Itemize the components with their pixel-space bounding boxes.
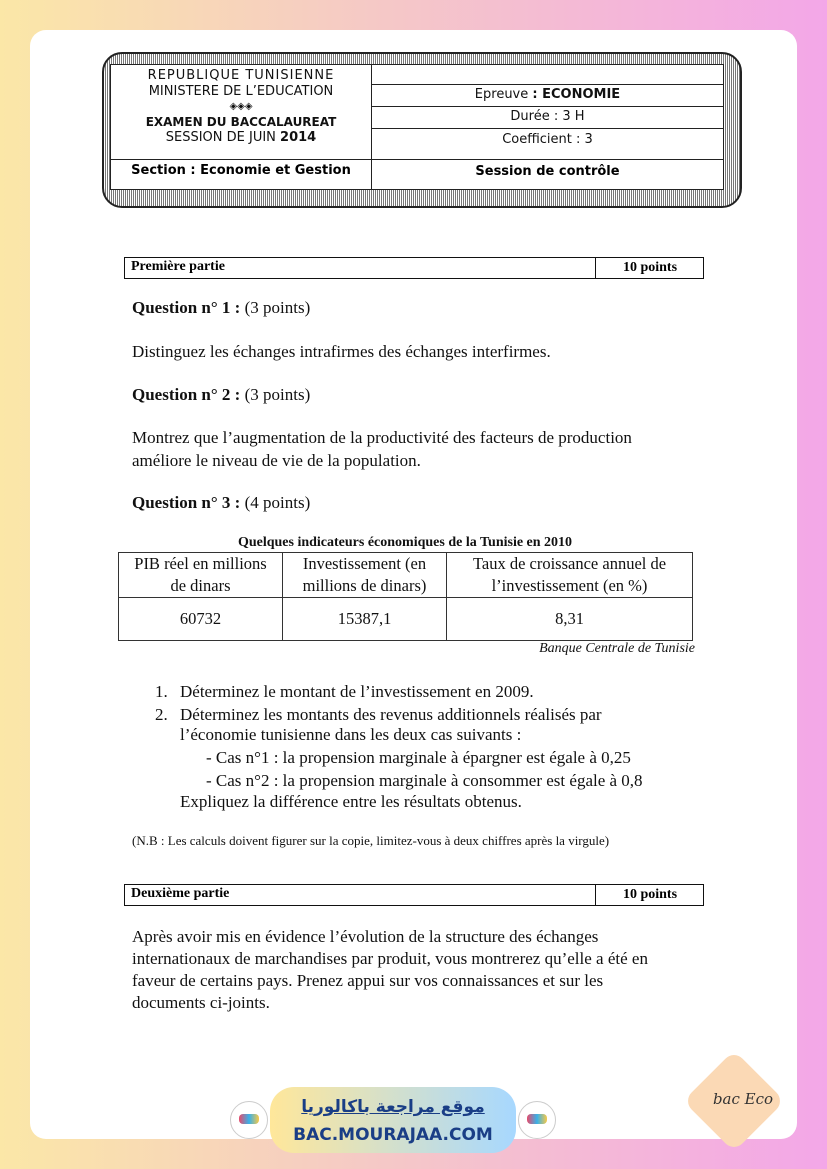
header-taux-line2: l’investissement (en %) [491, 576, 648, 595]
epreuve-value: : ECONOMIE [532, 87, 621, 102]
question-1-heading [132, 296, 310, 319]
part1-bar [124, 257, 704, 279]
header-box [110, 64, 724, 190]
question-2-line2: améliore le niveau de vie de la population. [132, 451, 421, 470]
q3-points: (4 points) [240, 493, 311, 512]
header-inv-line1: Investissement (en [302, 554, 427, 573]
part2-bar [124, 884, 704, 906]
q2-label: Question n° 2 : [132, 385, 241, 404]
site-badge[interactable] [270, 1087, 516, 1153]
part2-title: Deuxième partie [131, 886, 230, 901]
task-2-line1: Déterminez les montants des revenus additionnels réalisés par [180, 705, 602, 724]
session-type-label: Session de contrôle [475, 164, 620, 179]
header-pib [119, 553, 283, 598]
explain-line: Expliquez la différence entre les résultats obtenus. [180, 792, 522, 811]
q3-label: Question n° 3 : [132, 493, 241, 512]
site-url[interactable]: BAC.MOURAJAA.COM [293, 1125, 493, 1145]
value-investissement: 15387,1 [283, 598, 447, 641]
table-source: Banque Centrale de Tunisie [539, 641, 695, 656]
part2-line4: documents ci-joints. [132, 993, 270, 1012]
decoration-ornament: ◈◈◈ [229, 101, 253, 112]
task-1-number: 1. [155, 682, 168, 701]
header-institution [111, 65, 372, 159]
part1-points: 10 points [595, 258, 704, 278]
q2-points: (3 points) [240, 385, 311, 404]
header-bottom-row [111, 159, 723, 190]
question-2-line1: Montrez que l’augmentation de la productivité des facteurs de production [132, 428, 632, 447]
header-investissement [283, 553, 447, 598]
table-header-row [119, 553, 693, 598]
q1-label: Question n° 1 : [132, 298, 241, 317]
table-row [119, 598, 693, 641]
republic-label: REPUBLIQUE TUNISIENNE [147, 68, 335, 83]
bac-eco-label: bac Eco [712, 1090, 774, 1108]
task-2-number: 2. [155, 705, 168, 724]
exam-label: EXAMEN DU BACCALAUREAT [145, 115, 337, 129]
header-pib-line1: PIB réel en millions [134, 554, 267, 573]
site-arabic-name: موقع مراجعة باكالوريا [301, 1097, 485, 1117]
question-3-heading [132, 491, 310, 514]
header-exam-info [372, 65, 723, 159]
epreuve-label: Epreuve [474, 87, 533, 102]
part2-line2: internationaux de marchandises par produit, vous montrerez qu’elle a été en [132, 949, 648, 968]
task-2-line2: l’économie tunisienne dans les deux cas suivants : [180, 725, 522, 744]
site-logo-icon-right [518, 1101, 556, 1139]
duree-cell: Durée : 3 H [372, 106, 723, 127]
session-prefix: SESSION DE JUIN [165, 130, 281, 145]
ministry-label: MINISTERE DE L’EDUCATION [148, 84, 334, 99]
header-taux [447, 553, 693, 598]
task-1-text: Déterminez le montant de l’investissement en 2009. [180, 682, 534, 701]
question-2-heading [132, 383, 310, 406]
value-taux: 8,31 [447, 598, 693, 641]
part2-line3: faveur de certains pays. Prenez appui sur vos connaissances et sur les [132, 971, 604, 990]
epreuve-cell [372, 84, 723, 105]
q1-points: (3 points) [240, 298, 311, 317]
header-taux-line1: Taux de croissance annuel de [472, 554, 667, 573]
case-2: - Cas n°2 : la propension marginale à consommer est égale à 0,8 [206, 771, 643, 790]
part1-title: Première partie [131, 259, 225, 274]
session-year: 2014 [280, 130, 317, 145]
part2-line1: Après avoir mis en évidence l’évolution de la structure des échanges [132, 927, 599, 946]
header-inv-line2: millions de dinars) [302, 576, 427, 595]
case-1: - Cas n°1 : la propension marginale à épargner est égale à 0,25 [206, 748, 631, 767]
part2-points: 10 points [595, 885, 704, 905]
table-title: Quelques indicateurs économiques de la Tunisie en 2010 [237, 535, 573, 550]
header-pib-line2: de dinars [170, 576, 231, 595]
question-1-text: Distinguez les échanges intrafirmes des échanges interfirmes. [132, 342, 551, 361]
site-logo-icon [230, 1101, 268, 1139]
coefficient-cell: Coefficient : 3 [372, 128, 723, 151]
indicators-table [118, 552, 693, 641]
section-label: Section : Economie et Gestion [111, 160, 372, 190]
calculation-note: (N.B : Les calculs doivent figurer sur la copie, limitez-vous à deux chiffres après la virgule) [132, 833, 610, 848]
value-pib: 60732 [119, 598, 283, 641]
session-label [111, 130, 371, 146]
